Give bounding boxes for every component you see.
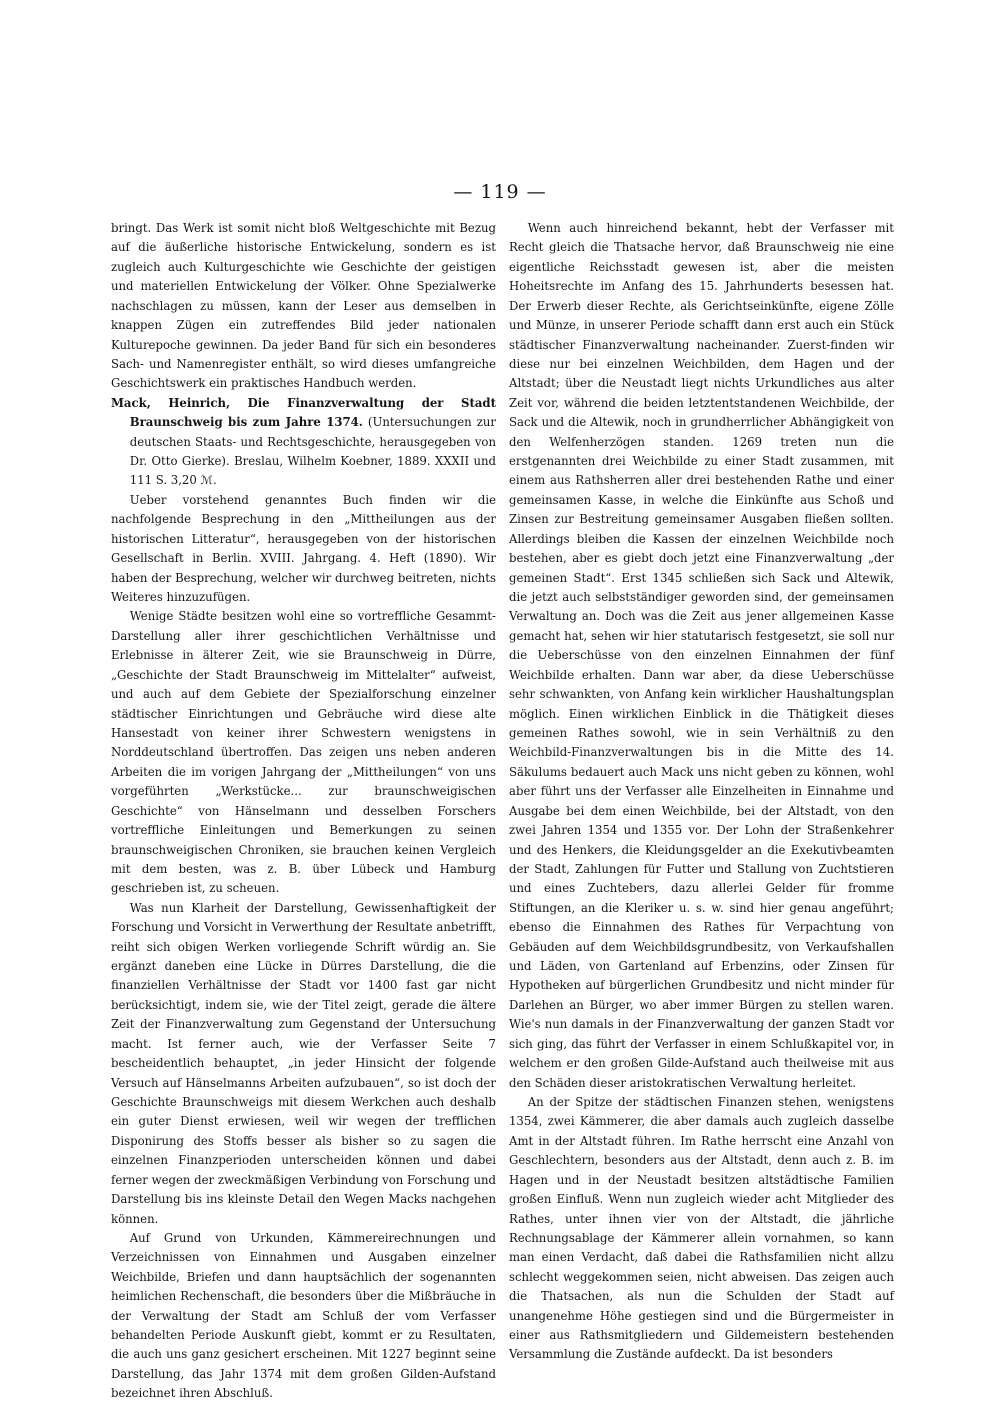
paragraph: Ueber vorstehend genanntes Buch finden wir die nachfolgende Besprechung in den „Mittheilungen aus der historischen Litteratur“, herausgegeben von der historischen Gesellschaft in Berlin. XVIII. Jahrgang. 4. Heft (1890). Wir haben der Besprechung, welcher wir durchweg beitreten, nichts Weiteres hinzuzufügen. xyxy=(111,492,496,605)
paragraph: Wenige Städte besitzen wohl eine so vortreffliche Gesammt-Darstellung aller ihrer geschichtlichen Verhältnisse und Erlebnisse in älterer Zeit, wie sie Braunschweig in Dürre, „Geschichte der Stadt Braunschweig im Mittelalter“ aufweist, und auch auf dem Gebiete der Spezialforschung einzelner städtischer Einrichtungen und Gebräuche wird diese alte Hansestadt von keiner ihrer Schwestern wenigstens in Norddeutschland übertroffen. Das zeigen uns neben anderen Arbeiten die im vorigen Jahrgang der „Mittheilungen“ von uns vorgeführten „Werkstücke... zur braunschweigischen Geschichte“ von Hänselmann und desselben Forschers vortreffliche Einleitungen und Bemerkungen zu seinen braunschweigischen Chroniken, sie brauchen keinen Vergleich mit dem besten, was z. B. über Lübeck und Hamburg geschrieben ist, zu scheuen. xyxy=(111,609,496,896)
right-column xyxy=(509,219,894,1365)
paragraph: Auf Grund von Urkunden, Kämmereirechnungen und Verzeichnissen von Einnahmen und Ausgaben einzelner Weichbilde, Briefen und dann hauptsächlich der sogenannten heimlichen Rechenschaft, die besonders über die Mißbräuche in der Verwaltung der Stadt am Schluß der vom Verfasser behandelten Periode Auskunft giebt, kommt er zu Resultaten, die auch uns ganz gesichert erscheinen. Mit 1227 beginnt seine Darstellung, das Jahr 1374 mit dem großen Gilden-Aufstand bezeichnet ihren Abschluß. xyxy=(111,1230,496,1401)
review-entry xyxy=(111,394,496,491)
page-number: — 119 — xyxy=(453,181,547,203)
paragraph: bringt. Das Werk ist somit nicht bloß Weltgeschichte mit Bezug auf die äußerliche historische Entwickelung, sondern es ist zugleich auch Kulturgeschichte wie Geschichte der geistigen und materiellen Entwickelung der Völker. Ohne Spezialwerke nachschlagen zu müssen, kann der Leser aus demselben in knappen Zügen ein zutreffendes Bild jeder nationalen Kulturepoche gewinnen. Da jeder Band für sich ein besonderes Sach- und Namenregister enthält, so wird dieses umfangreiche Geschichtswerk ein praktisches Handbuch werden. xyxy=(111,221,496,391)
review-bibliography: (Untersuchungen zur deutschen Staats- und Rechtsgeschichte, herausgegeben von Dr. Otto Gierke). Breslau, Wilhelm Koebner, 1889. XXXII und 111 S. 3,20 ℳ. xyxy=(129,415,496,488)
review-title: Mack, Heinrich, Die Finanzverwaltung der Stadt Braunschweig bis zum Jahre 1374. xyxy=(111,395,496,430)
paragraph: Was nun Klarheit der Darstellung, Gewissenhaftigkeit der Forschung und Vorsicht in Verwerthung der Resultate anbetrifft, reiht sich obigen Werken vorliegende Schrift würdig an. Sie ergänzt daneben eine Lücke in Dürres Darstellung, die die finanziellen Verhältnisse der Stadt vor 1400 fast gar nicht berücksichtigt, indem sie, wie der Titel zeigt, gerade die ältere Zeit der Finanzverwaltung zum Gegenstand der Untersuchung macht. Ist ferner auch, wie der Verfasser Seite 7 bescheidentlich behauptet, „in jeder Hinsicht der folgende Versuch auf Hänselmanns Arbeiten aufzubauen“, so ist doch der Geschichte Braunschweigs mit diesem Werkchen auch deshalb ein guter Dienst erwiesen, weil wir wegen der trefflichen Disponirung des Stoffs besser als bisher so zu sagen die einzelnen Finanzperioden unterscheiden können und dabei ferner wegen der zweckmäßigen Verbindung von Forschung und Darstellung bis ins kleinste Detail den Wegen Macks nachgehen können. xyxy=(111,900,496,1226)
paragraph: Wenn auch hinreichend bekannt, hebt der Verfasser mit Recht gleich die Thatsache hervor, daß Braunschweig nie eine eigentliche Reichsstadt gewesen ist, aber die meisten Hoheitsrechte im Anfang des 15. Jahrhunderts besessen hat. Der Erwerb dieser Rechte, als Gerichtseinkünfte, eigene Zölle und Münze, in unserer Periode schafft dann erst auch ein Stück städtischer Finanzverwaltung nacheinander. Zuerst-finden wir diese nur bei einzelnen Weichbilden, dem Hagen und der Altstadt; über die Neustadt liegt nichts Urkundliches aus alter Zeit vor, während die beiden letztentstandenen Weichbilde, der Sack und die Altewik, noch in grundherrlicher Abhängigkeit von den Welfenherzögen standen. 1269 treten nun die erstgenannten drei Weichbilde zu einer Stadt zusammen, mit einem aus Rathsherren aller drei bestehenden Rathe und einer gemeinsamen Kasse, in welche die Einkünfte aus Schoß und Zinsen zur Bestreitung gemeinsamer Ausgaben fließen sollten. Allerdings bleiben die Kassen der einzelnen Weichbilde noch bestehen, aber es giebt doch jetzt eine Finanzverwaltung „der gemeinen Stadt“. Erst 1345 schließen sich Sack und Altewik, die jetzt auch selbstständiger geworden sind, der gemeinsamen Verwaltung an. Doch was die Zeit aus jener allgemeinen Kasse gemacht hat, sehen wir hier statutarisch festgesetzt, sie soll nur die Ueberschüsse von den einzelnen Einnahmen der fünf Weichbilde erhalten. Dann war aber, da diese Ueberschüsse sehr schwankten, von Anfang kein wirklicher Haushaltungsplan möglich. Einen wirklichen Einblick in die Thätigkeit dieses gemeinen Rathes sowohl, wie in sein Verhältniß zu den Weichbild-Finanzverwaltungen bis in die Mitte des 14. Säkulums bedauert auch Mack uns nicht geben zu können, wohl aber führt uns der Verfasser alle Einzelheiten in Einnahme und Ausgabe bei dem einen Weichbilde, bei der Altstadt, von den zwei Jahren 1354 und 1355 vor. Der Lohn der Straßenkehrer und des Henkers, die Kleidungsgelder an die Exekutivbeamten der Stadt, Zahlungen für Futter und Stallung von Zuchtstieren und eines Zuchtebers, dazu allerlei Gelder für fromme Stiftungen, an die Kleriker u. s. w. sind hier genau angeführt; ebenso die Einnahmen des Rathes für Verpachtung von Gebäuden auf dem Weichbildsgrundbesitz, von Verkaufshallen und Läden, von Gartenland auf Erbenzins, oder Zinsen für Hypotheken auf bürgerlichen Grundbesitz und nicht minder für Darlehen an Bürger, wo aber immer Bürgen zu stellen waren. Wie's nun damals in der Finanzverwaltung der ganzen Stadt vor sich ging, das führt der Verfasser in einem Schlußkapitel vor, in welchem er den großen Gilde-Aufstand auch theilweise mit aus den Schäden dieser aristokratischen Verwaltung herleitet. xyxy=(509,221,894,1090)
paragraph: An der Spitze der städtischen Finanzen stehen, wenigstens 1354, zwei Kämmerer, die aber damals auch zugleich dasselbe Amt in der Altstadt führen. Im Rathe herrscht eine Anzahl von Geschlechtern, besonders aus der Altstadt, denn auch z. B. im Hagen und in der Neustadt besitzen altstädtische Familien großen Einfluß. Wenn nun zugleich wieder acht Mitglieder des Rathes, unter ihnen vier von der Altstadt, die jährliche Rechnungsablage der Kämmerer allein vornahmen, so kann man einen Verdacht, daß dabei die Rathsfamilien nicht allzu schlecht weggekommen seien, nicht abweisen. Das zeigen auch die Thatsachen, als nun die Schulden der Stadt auf unangenehme Höhe gestiegen sind und die Bürgermeister in einer aus Rathsmitgliedern und Gildemeistern bestehenden Versammlung die Zustände aufdeckt. Da ist besonders xyxy=(509,1094,894,1362)
left-column xyxy=(111,219,496,1404)
